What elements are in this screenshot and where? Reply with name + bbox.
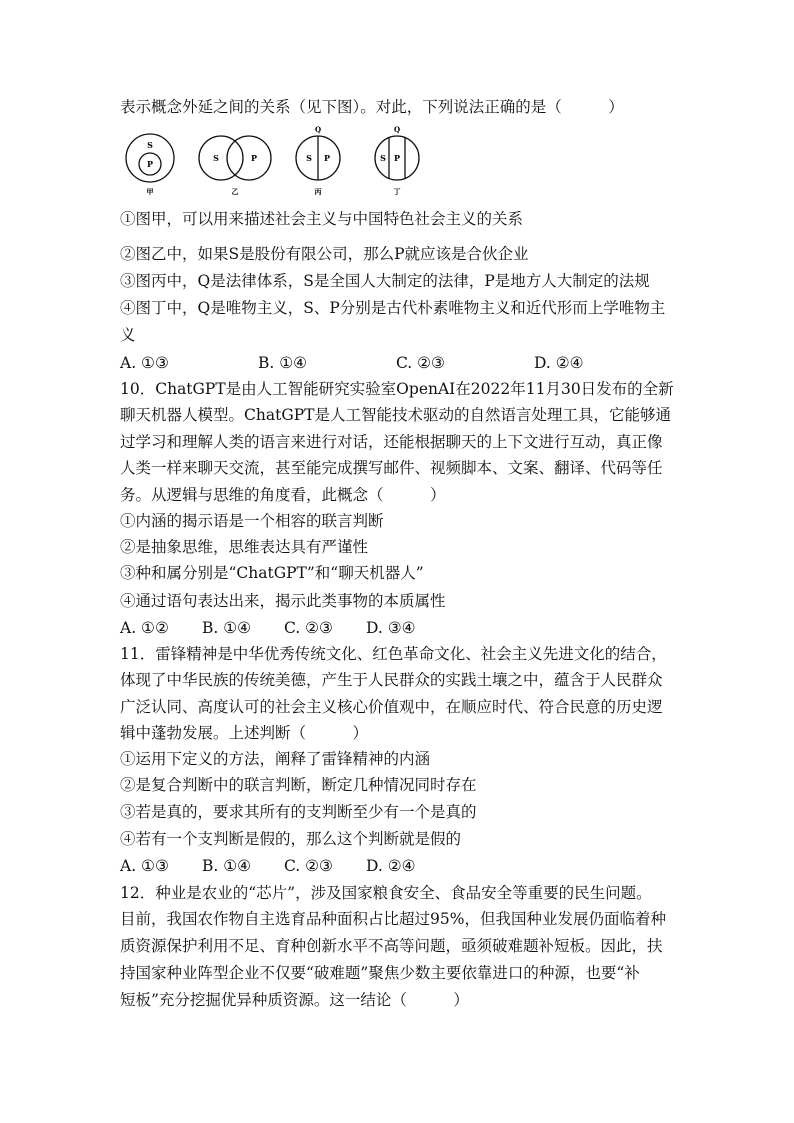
caption-ding: 丁 bbox=[393, 187, 401, 196]
label-p: P bbox=[250, 153, 258, 163]
q11-stem-2: 体现了中华民族的传统美德，产生于人民群众的实践土壤之中，蕴含于人民群众 bbox=[120, 671, 663, 689]
label-q: Q bbox=[393, 125, 401, 134]
q11-statement-1: ①运用下定义的方法，阐释了雷锋精神的内涵 bbox=[120, 750, 431, 768]
q10-options bbox=[120, 615, 416, 641]
q10-stem-5: 务。从逻辑与思维的角度看，此概念（ ） bbox=[120, 486, 446, 504]
label-s: S bbox=[147, 140, 153, 150]
q11-options bbox=[120, 853, 416, 879]
q12-stem-1: 12．种业是农业的“芯片”，涉及国家粮食安全、食品安全等重要的民生问题。 bbox=[120, 884, 652, 902]
q10-option-c[interactable]: C. ②③ bbox=[284, 619, 333, 637]
q10-statement-1: ①内涵的揭示语是一个相容的联言判断 bbox=[120, 512, 384, 530]
q9-option-a[interactable]: A. ①③ bbox=[120, 354, 169, 372]
q10-option-b[interactable]: B. ①④ bbox=[202, 619, 252, 637]
caption-yi: 乙 bbox=[231, 187, 239, 196]
q11-stem-4: 辑中蓬勃发展。上述判断（ ） bbox=[120, 724, 369, 742]
q10-statement-2: ②是抽象思维，思维表达具有严谨性 bbox=[120, 538, 369, 556]
q10-option-d[interactable]: D. ③④ bbox=[366, 619, 416, 637]
q10-stem-4: 人类一样来聊天交流，甚至能完成撰写邮件、视频脚本、文案、翻译、代码等任 bbox=[120, 459, 663, 477]
label-p: P bbox=[393, 153, 401, 163]
q9-statement-1: ①图甲，可以用来描述社会主义与中国特色社会主义的关系 bbox=[120, 210, 524, 228]
label-s: S bbox=[380, 153, 386, 163]
q10-statement-3: ③种和属分别是“ChatGPT”和“聊天机器人” bbox=[120, 564, 424, 582]
circle-s bbox=[199, 136, 243, 180]
q11-stem-1: 11．雷锋精神是中华优秀传统文化、红色革命文化、社会主义先进文化的结合， bbox=[120, 645, 667, 663]
q9-option-b[interactable]: B. ①④ bbox=[258, 354, 308, 372]
figure-yi bbox=[199, 136, 271, 196]
q12-stem-2: 目前，我国农作物自主选育品种面积占比超过95%，但我国种业发展仍面临着种 bbox=[120, 910, 666, 928]
q9-intro: 表示概念外延之间的关系（见下图）。对此，下列说法正确的是（ ） bbox=[120, 98, 624, 116]
q12-stem-4: 持国家种业阵型企业不仅要“破难题”聚焦少数主要依靠进口的种源，也要“补 bbox=[120, 964, 640, 982]
label-p: P bbox=[323, 153, 331, 163]
figure-jia bbox=[126, 134, 174, 196]
q10-stem-1: 10．ChatGPT是由人工智能研究实验室OpenAI在2022年11月30日发布的全新 bbox=[120, 380, 674, 398]
q11-stem-3: 广泛认同、高度认可的社会主义核心价值观中，在顺应时代、符合民意的历史逻 bbox=[120, 698, 663, 716]
q9-options bbox=[120, 350, 584, 376]
circle-p bbox=[227, 136, 271, 180]
q11-statement-3: ③若是真的，要求其所有的支判断至少有一个是真的 bbox=[120, 803, 477, 821]
q12-stem-3: 质资源保护利用不足、育种创新水平不高等问题，亟须破难题补短板。因此，扶 bbox=[120, 937, 663, 955]
figure-bing bbox=[296, 125, 340, 196]
q11-statement-2: ②是复合判断中的联言判断，断定几种情况同时存在 bbox=[120, 776, 477, 794]
q11-option-b[interactable]: B. ①④ bbox=[202, 857, 252, 875]
q10-option-a[interactable]: A. ①② bbox=[120, 619, 169, 637]
label-p: P bbox=[146, 159, 154, 169]
q11-option-a[interactable]: A. ①③ bbox=[120, 857, 169, 875]
label-s: S bbox=[213, 153, 219, 163]
label-s: S bbox=[306, 153, 312, 163]
q11-statement-4: ④若有一个支判断是假的，那么这个判断就是假的 bbox=[120, 830, 462, 848]
venn-figure bbox=[118, 122, 438, 198]
q9-option-d[interactable]: D. ②④ bbox=[534, 354, 584, 372]
caption-jia: 甲 bbox=[146, 187, 154, 196]
label-q: Q bbox=[314, 125, 322, 134]
caption-bing: 丙 bbox=[314, 187, 322, 196]
q9-statement-4: ④图丁中，Q是唯物主义，S、P分别是古代朴素唯物主义和近代形而上学唯物主 bbox=[120, 299, 666, 317]
q9-statement-3: ③图丙中，Q是法律体系，S是全国人大制定的法律，P是地方人大制定的法规 bbox=[120, 272, 650, 290]
q12-stem-5: 短板”充分挖掘优异种质资源。这一结论（ ） bbox=[120, 991, 469, 1009]
q9-statement-2: ②图乙中，如果S是股份有限公司，那么P就应该是合伙企业 bbox=[120, 245, 529, 263]
q11-option-d[interactable]: D. ②④ bbox=[366, 857, 416, 875]
q9-option-c[interactable]: C. ②③ bbox=[396, 354, 445, 372]
q10-statement-4: ④通过语句表达出来，揭示此类事物的本质属性 bbox=[120, 592, 446, 610]
q10-stem-3: 过学习和理解人类的语言来进行对话，还能根据聊天的上下文进行互动，真正像 bbox=[120, 433, 663, 451]
q10-stem-2: 聊天机器人模型。ChatGPT是人工智能技术驱动的自然语言处理工具，它能够通 bbox=[120, 406, 671, 424]
figure-ding bbox=[375, 125, 419, 196]
q9-statement-4-cont: 义 bbox=[120, 326, 136, 344]
venn-diagrams bbox=[118, 122, 438, 198]
q11-option-c[interactable]: C. ②③ bbox=[284, 857, 333, 875]
